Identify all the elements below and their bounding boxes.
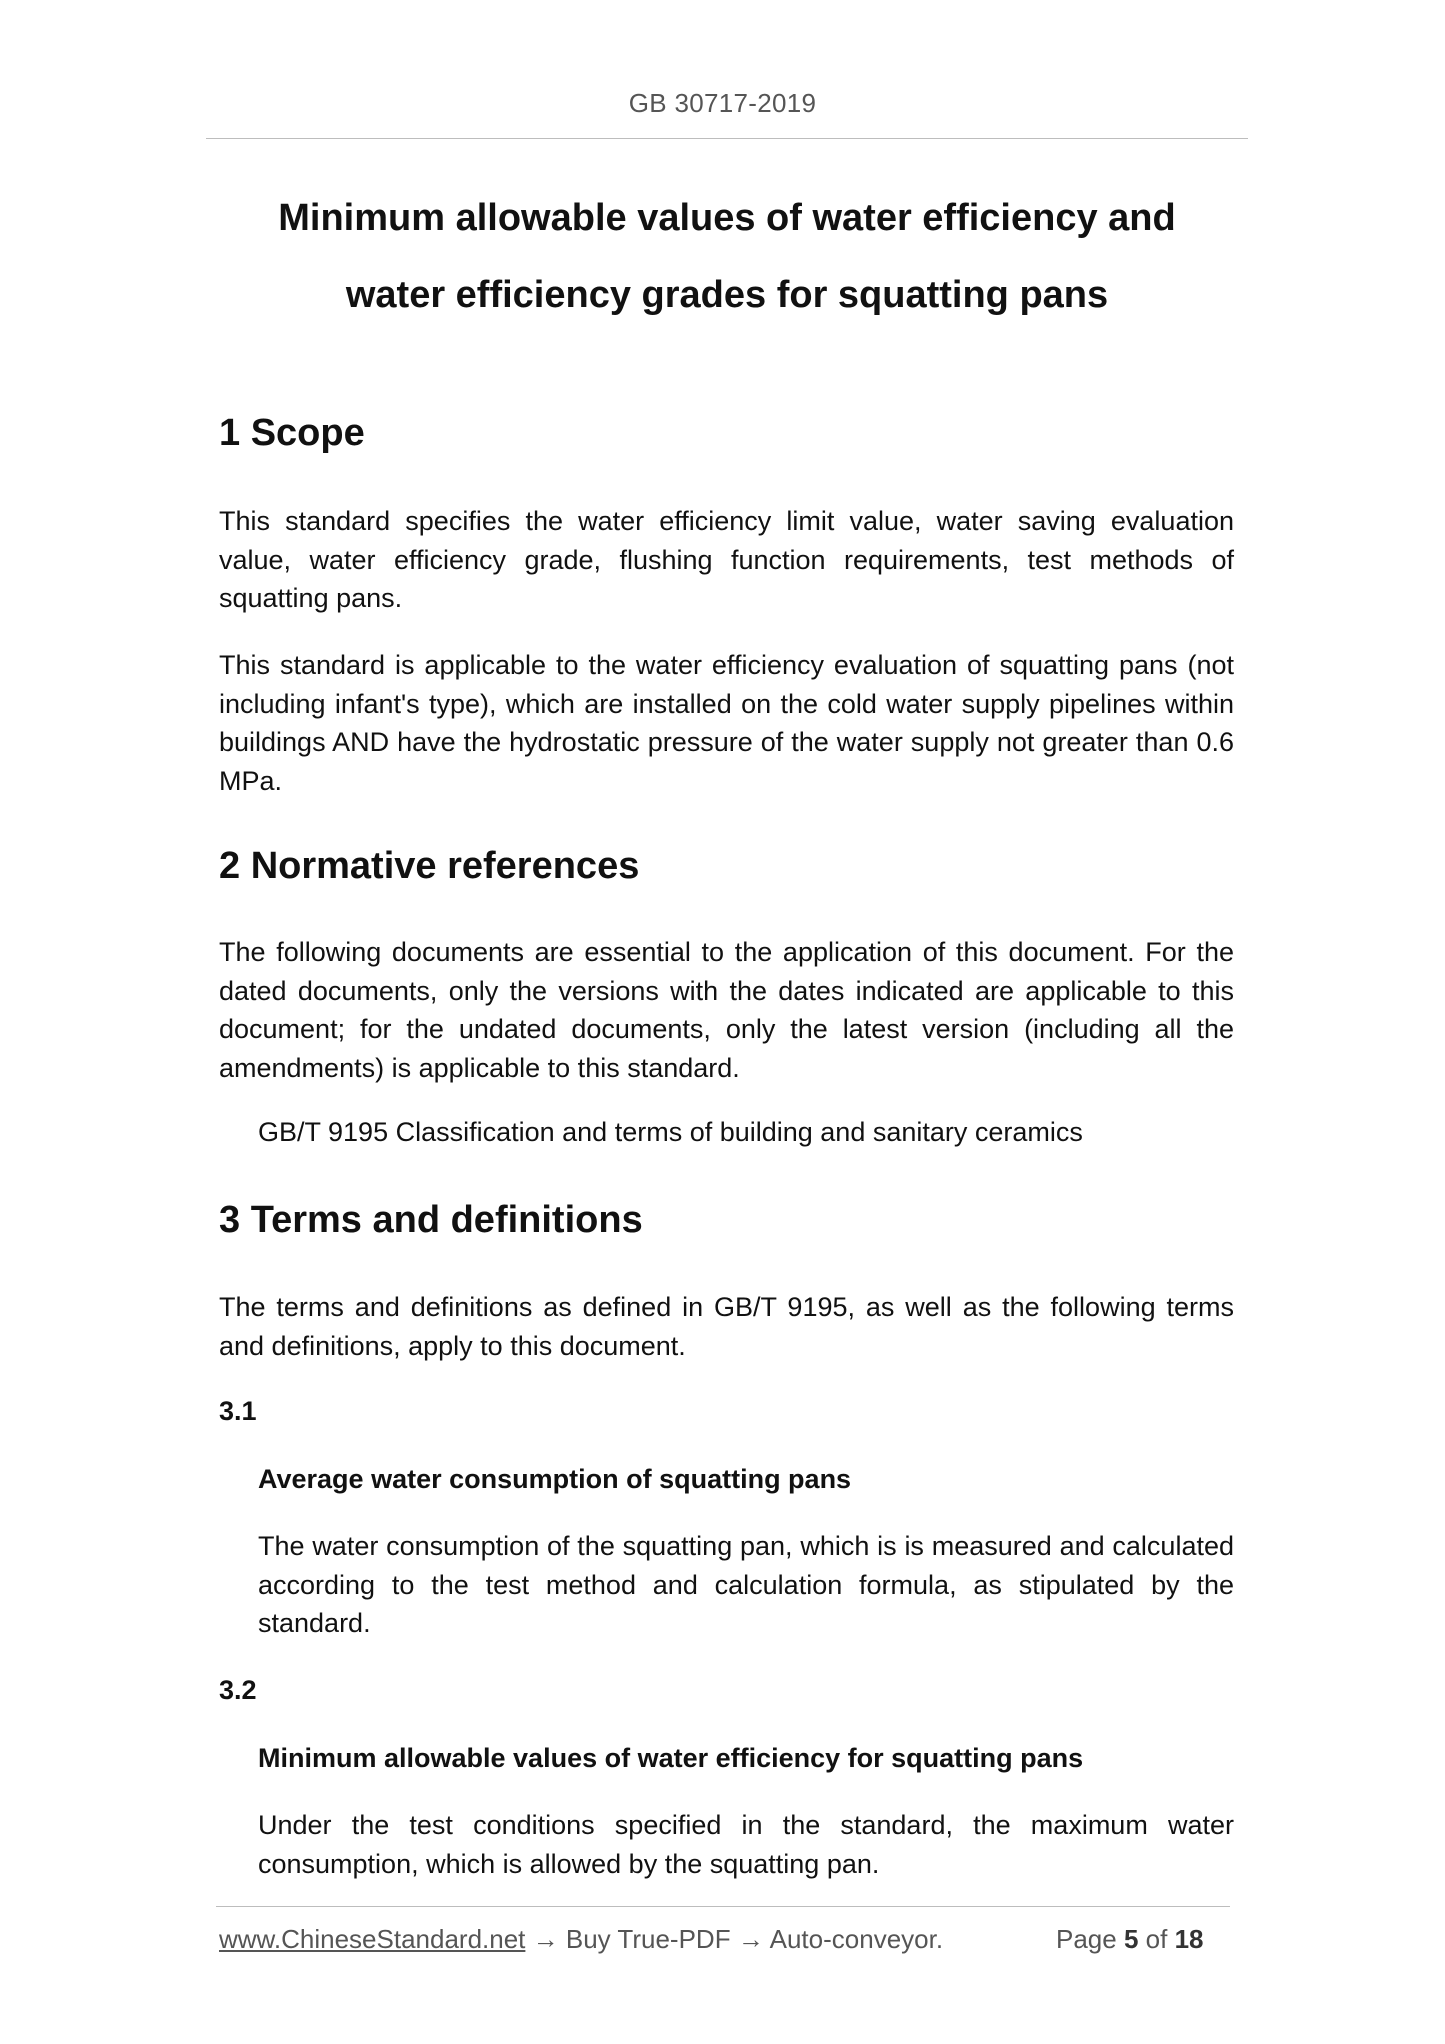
arrow-icon: → [532,1924,559,1954]
header-divider [206,138,1248,139]
terms-intro-paragraph: The terms and definitions as defined in GB/T 9195, as well as the following terms and definitions, apply to this document. [219,1292,1234,1361]
page-of-label: of [1145,1924,1168,1954]
normative-references-paragraph: The following documents are essential to the application of this document. For the dated documents, only the versions with the dates indicated are applicable to this document; for the undated documents, only the latest version (including all the amendments) is applicable to this standard. [219,937,1234,1083]
page-label: Page [1056,1924,1117,1954]
scope-paragraph-1: This standard specifies the water efficiency limit value, water saving evaluation value, water efficiency grade, flushing function requirements, test methods of squatting pans. [219,506,1234,613]
footer-divider [216,1906,1230,1907]
reference-item: GB/T 9195 Classification and terms of building and sanitary ceramics [258,1117,1083,1147]
chinese-standard-link[interactable]: www.ChineseStandard.net [219,1924,526,1954]
document-title [206,180,1248,334]
scope-paragraph-2: This standard is applicable to the water efficiency evaluation of squatting pans (not including infant's type), which are installed on the cold water supply pipelines within buildings AND have the hydrostatic pressure of the water supply not greater than 0.6 MPa. [219,650,1234,796]
term-definition: Under the test conditions specified in the standard, the maximum water consumption, which is allowed by the squatting pan. [258,1810,1234,1879]
auto-conveyor-text: Auto-conveyor. [769,1924,944,1954]
term-title: Minimum allowable values of water efficiency for squatting pans [258,1743,1084,1773]
section-heading-terms-definitions: 3 Terms and definitions [219,1199,643,1241]
page-current: 5 [1123,1924,1139,1954]
section-heading-normative-references: 2 Normative references [219,845,640,887]
term-number: 3.1 [219,1396,257,1426]
page-indicator [1056,1924,1204,1955]
arrow-icon: → [737,1924,764,1954]
section-heading-scope: 1 Scope [219,412,365,454]
footer-links [219,1924,943,1955]
term-title: Average water consumption of squatting pans [258,1464,852,1494]
buy-true-pdf-text: Buy True-PDF [565,1924,731,1954]
term-number: 3.2 [219,1675,257,1705]
document-title-line2: water efficiency grades for squatting pans [345,274,1109,316]
header-doc-number: GB 30717-2019 [628,88,817,118]
term-definition: The water consumption of the squatting pan, which is is measured and calculated according to the test method and calculation formula, as stipulated by the standard. [258,1531,1234,1638]
page-total: 18 [1174,1924,1204,1954]
document-title-line1: Minimum allowable values of water efficiency and [278,197,1176,239]
